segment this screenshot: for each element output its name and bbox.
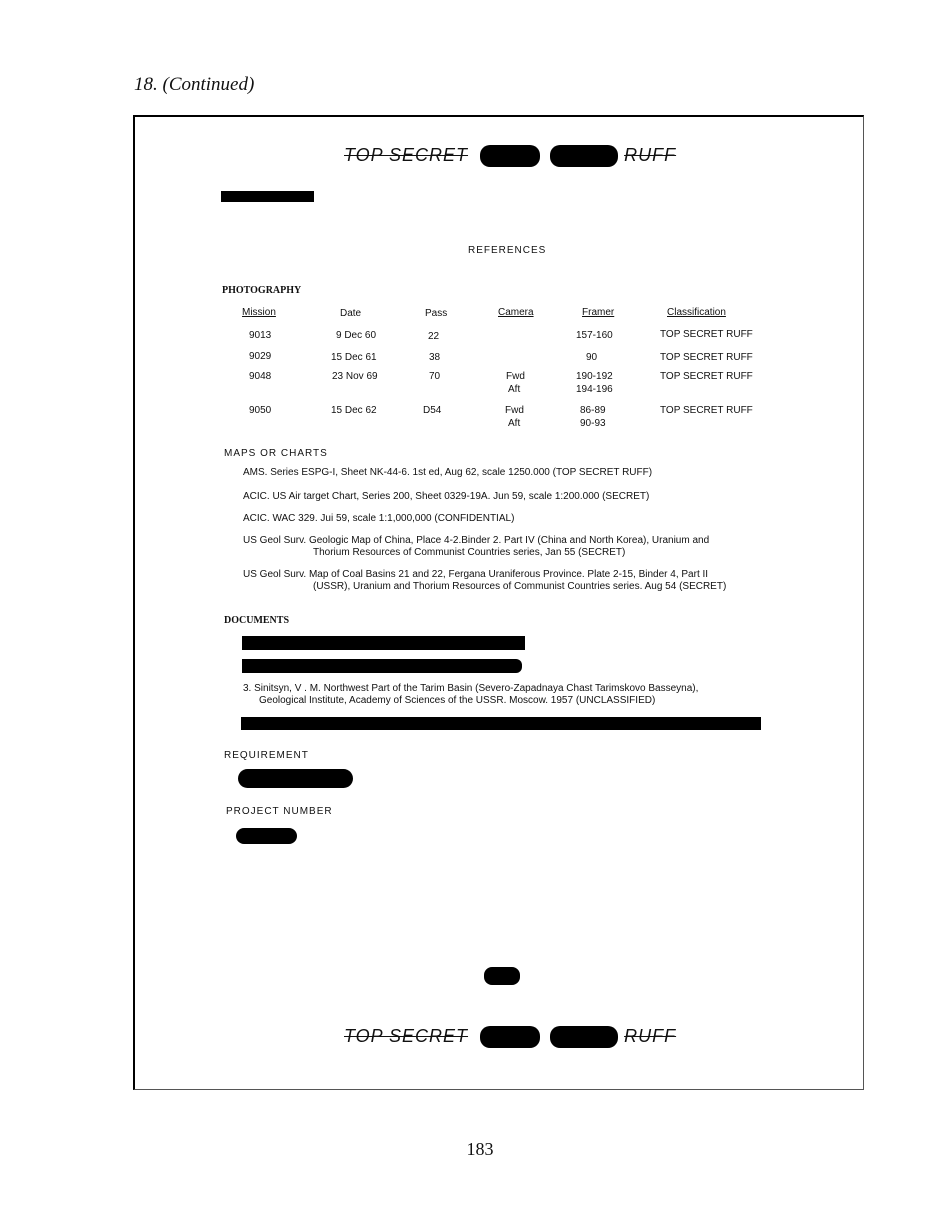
col-framer: Framer (582, 307, 615, 318)
redaction-blot (236, 828, 297, 844)
redaction-blot (480, 145, 540, 167)
redaction-blot (550, 1026, 618, 1048)
banner-ruff: RUFF (624, 145, 677, 165)
map-ref-ams: AMS. Series ESPG-I, Sheet NK-44-6. 1st ed, Aug 62, scale 1250.000 (TOP SECRET RUFF) (243, 467, 653, 478)
redaction-blot (484, 967, 520, 985)
cell-framer: 157-160 (576, 330, 613, 341)
cell-camera: Aft (508, 418, 521, 429)
references-title: REFERENCES (468, 245, 547, 256)
map-ref-acic-wac: ACIC. WAC 329. Jui 59, scale 1:1,000,000 (CONFIDENTIAL) (243, 513, 515, 524)
cell-mission: 9048 (249, 371, 272, 382)
continued-heading: 18. (Continued) (134, 74, 255, 95)
top-classification-banner (344, 145, 676, 167)
redaction-blot (550, 145, 618, 167)
map-ref-acic-target: ACIC. US Air target Chart, Series 200, Sheet 0329-19A. Jun 59, scale 1:200.000 (SECRET) (243, 491, 650, 502)
document-ref-sinitsyn: 3. Sinitsyn, V . M. Northwest Part of the Tarim Basin (Severo-Zapadnaya Chast Tarimskovo Basseyna), (243, 683, 699, 694)
cell-pass: D54 (423, 405, 442, 416)
cell-framer: 86-89 (580, 405, 606, 416)
col-date: Date (340, 308, 362, 319)
bottom-classification-banner (344, 1026, 676, 1048)
cell-framer: 190-192 (576, 371, 613, 382)
project-number-label: PROJECT NUMBER (226, 806, 333, 817)
cell-pass: 70 (429, 371, 441, 382)
map-ref-geol-china: US Geol Surv. Geologic Map of China, Place 4-2.Binder 2. Part IV (China and North Korea), Uranium and (243, 535, 710, 546)
col-classification: Classification (667, 307, 726, 318)
cell-date: 9 Dec 60 (336, 330, 377, 341)
cell-mission: 9029 (249, 351, 272, 362)
banner-top-secret: TOP SECRET (344, 1026, 469, 1046)
cell-mission: 9050 (249, 405, 272, 416)
redaction-bar (242, 636, 525, 650)
cell-date: 23 Nov 69 (332, 371, 378, 382)
redaction-bar (221, 191, 314, 202)
map-ref-geol-china-cont: Thorium Resources of Communist Countries series, Jan 55 (SECRET) (313, 547, 626, 558)
map-ref-geol-coal-cont: (USSR), Uranium and Thorium Resources of Communist Countries series. Aug 54 (SECRET) (313, 581, 727, 592)
col-pass: Pass (425, 308, 448, 319)
cell-classification: TOP SECRET RUFF (660, 352, 753, 363)
page-number: 183 (466, 1139, 494, 1159)
document-frame (133, 115, 864, 1090)
cell-camera: Aft (508, 384, 521, 395)
redaction-blot (238, 769, 353, 788)
requirement-label: REQUIREMENT (224, 750, 309, 761)
cell-pass: 38 (429, 352, 441, 363)
cell-camera: Fwd (505, 405, 524, 416)
documents-label: DOCUMENTS (224, 615, 290, 626)
redaction-blot (480, 1026, 540, 1048)
maps-label: MAPS OR CHARTS (224, 448, 328, 459)
col-mission: Mission (242, 307, 276, 318)
cell-date: 15 Dec 61 (331, 352, 377, 363)
cell-framer: 90-93 (580, 418, 606, 429)
cell-classification: TOP SECRET RUFF (660, 405, 753, 416)
cell-date: 15 Dec 62 (331, 405, 377, 416)
col-camera: Camera (498, 307, 534, 318)
redaction-bar (241, 717, 761, 730)
cell-camera: Fwd (506, 371, 525, 382)
banner-ruff: RUFF (624, 1026, 677, 1046)
map-ref-geol-coal: US Geol Surv. Map of Coal Basins 21 and 22, Fergana Uraniferous Province. Plate 2-15, Binder 4, Part II (243, 569, 709, 580)
photography-label: PHOTOGRAPHY (222, 285, 302, 296)
cell-framer: 90 (586, 352, 598, 363)
cell-pass: 22 (428, 331, 440, 342)
document-ref-sinitsyn-cont: Geological Institute, Academy of Sciences of the USSR. Moscow. 1957 (UNCLASSIFIED) (259, 695, 656, 706)
redaction-bar (242, 659, 522, 673)
banner-top-secret: TOP SECRET (344, 145, 469, 165)
cell-framer: 194-196 (576, 384, 613, 395)
cell-classification: TOP SECRET RUFF (660, 329, 753, 340)
cell-mission: 9013 (249, 330, 272, 341)
cell-classification: TOP SECRET RUFF (660, 371, 753, 382)
